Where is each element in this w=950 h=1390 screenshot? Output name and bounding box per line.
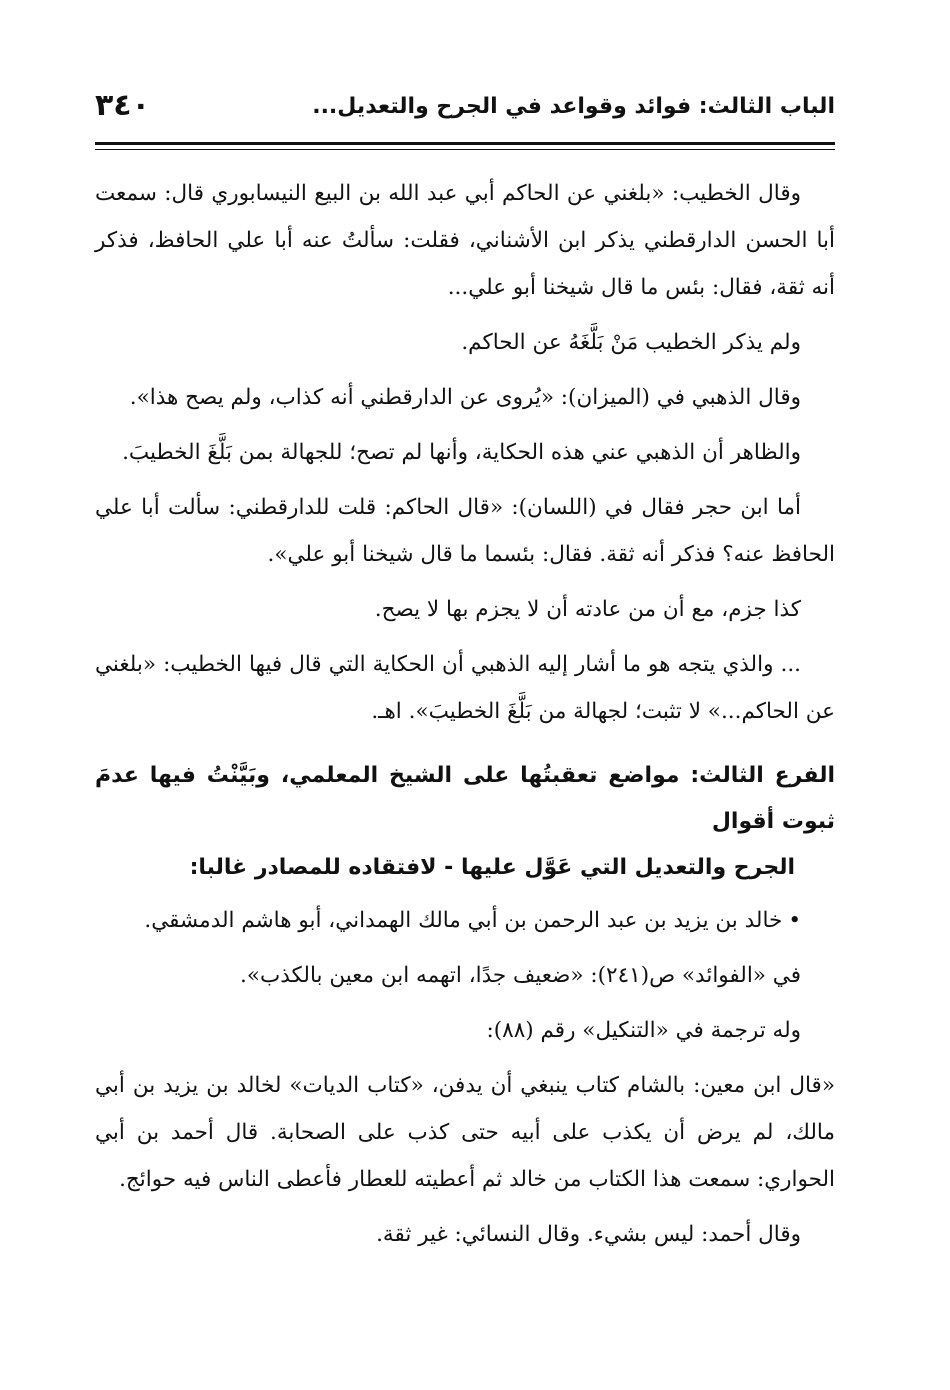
paragraph-conclusion: ... والذي يتجه هو ما أشار إليه الذهبي أن الحكاية التي قال فيها الخطيب: «بلغني عن الحاكم...» لا تثبت؛ لجهالة من بَلَّغَ الخطيبَ». اهـ. (95, 652, 835, 724)
paragraph-dhahabi-opinion: والظاهر أن الذهبي عني هذه الحكاية، وأنها لم تصح؛ للجهالة بمن بَلَّغَ الخطيبَ. (122, 440, 801, 465)
paragraph-khatib-omission: ولم يذكر الخطيب مَنْ بَلَّغَهُ عن الحاكم. (461, 330, 801, 355)
paragraph-khatib-quote: وقال الخطيب: «بلغني عن الحاكم أبي عبد الله بن البيع النيسابوري قال: سمعت أبا الحسن الدارقطني يذكر ابن الأشناني، فقلت: سألتُ عنه أبا علي الحافظ، فذكر أنه ثقة، فقال: بئس ما قال شيخنا أبو علي... (95, 181, 835, 300)
paragraph-dhahabi-mizan: وقال الذهبي في (الميزان): «يُروى عن الدارقطني أنه كذاب، ولم يصح هذا». (129, 385, 801, 410)
section-heading (95, 753, 835, 891)
entry-name-text: خالد بن يزيد بن عبد الرحمن بن أبي مالك الهمداني، أبو هاشم الدمشقي. (144, 908, 783, 933)
chapter-title: الباب الثالث: فوائد وقواعد في الجرح والتعديل... (312, 94, 835, 119)
page-number: ٣٤٠ (95, 88, 150, 123)
body-text (95, 170, 835, 1266)
entry-tankeel: وله ترجمة في «التنكيل» رقم (٨٨): (486, 1018, 801, 1043)
header-rule-thick (95, 142, 835, 145)
header-rule-thin (95, 149, 835, 150)
paragraph-jazm: كذا جزم، مع أن من عادته أن لا يجزم بها لا يصح. (374, 597, 801, 622)
section-heading-line1: الفرع الثالث: مواضع تعقبتُها على الشيخ المعلمي، وبَيَّنْتُ فيها عدمَ ثبوت أقوال (95, 763, 835, 834)
entry-fawaid: في «الفوائد» ص(٢٤١): «ضعيف جدًا، اتهمه ابن معين بالكذب». (240, 963, 801, 988)
entry-name (95, 897, 835, 944)
entry-ahmad: وقال أحمد: ليس بشيء. وقال النسائي: غير ثقة. (376, 1222, 801, 1247)
paragraph-ibn-hajar-lisan: أما ابن حجر فقال في (اللسان): «قال الحاكم: قلت للدارقطني: سألت أبا علي الحافظ عنه؟ فذكر أنه ثقة. فقال: بئسما ما قال شيخنا أبو علي». (95, 495, 835, 567)
entry-quote: «قال ابن معين: بالشام كتاب ينبغي أن يدفن، «كتاب الديات» لخالد بن يزيد بن أبي مالك، لم يرض أن يكذب على أبيه حتى كذب على الصحابة. قال أحمد بن أبي الحواري: سمعت هذا الكتاب من خالد ثم أعطيته للعطار فأعطى الناس فيه حوائج. (95, 1073, 835, 1192)
section-heading-line2: الجرح والتعديل التي عَوَّل عليها - لافتقاده للمصادر غالبا: (189, 855, 795, 880)
running-head (95, 88, 835, 132)
bullet-icon: • (788, 908, 801, 933)
